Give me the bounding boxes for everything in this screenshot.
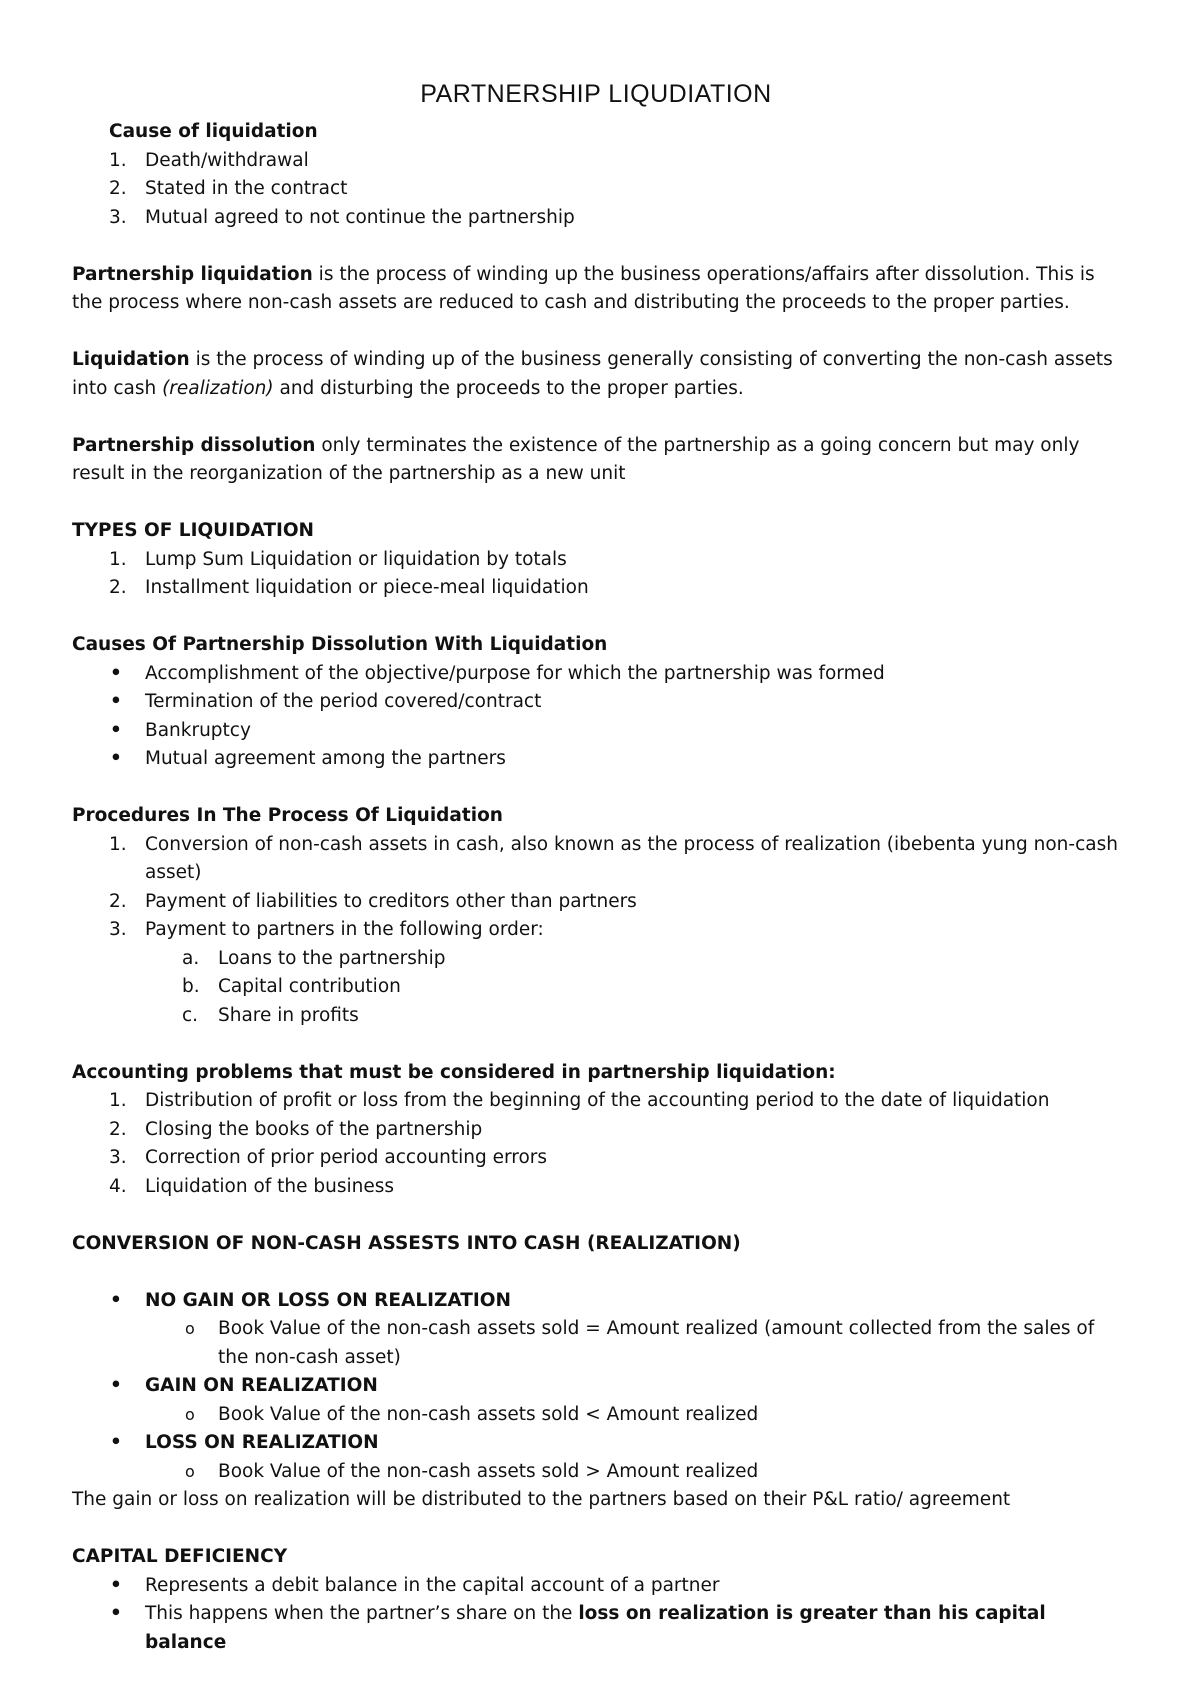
list-number: 3. xyxy=(109,206,127,228)
deficiency-heading: CAPITAL DEFICIENCY xyxy=(72,1546,288,1567)
definition-term: Liquidation xyxy=(72,349,190,370)
list-item xyxy=(72,546,1120,575)
list-item-text: Represents a debit balance in the capital account of a partner xyxy=(145,1574,720,1596)
list-number: 1. xyxy=(109,149,127,171)
liquidation-definition xyxy=(72,346,1120,403)
definition-text: and disturbing the proceeds to the proper parties. xyxy=(273,377,744,399)
circle-bullet-icon: o xyxy=(185,1404,195,1424)
list-item-text: Closing the books of the partnership xyxy=(145,1118,483,1140)
bullet-icon: • xyxy=(110,1603,122,1624)
list-item-label: LOSS ON REALIZATION xyxy=(145,1432,379,1453)
cause-list xyxy=(72,147,1120,233)
list-item xyxy=(72,574,1120,603)
list-item xyxy=(72,1429,1120,1458)
sub-list-item xyxy=(72,1401,1120,1430)
list-item-text: Stated in the contract xyxy=(145,178,348,199)
bullet-icon: • xyxy=(110,1375,122,1396)
list-item xyxy=(72,147,1120,176)
accounting-heading: Accounting problems that must be considered in partnership liquidation: xyxy=(72,1061,836,1083)
accounting-list xyxy=(72,1087,1120,1201)
list-item xyxy=(72,1572,1120,1601)
list-item-text: Payment of liabilities to creditors other than partners xyxy=(145,890,637,912)
list-item-text: Book Value of the non-cash assets sold > Amount realized xyxy=(218,1460,759,1482)
list-item-text: Death/withdrawal xyxy=(145,149,309,171)
list-item-text: Loans to the partnership xyxy=(218,947,446,969)
list-item-text: Accomplishment of the objective/purpose for which the partnership was formed xyxy=(145,662,885,684)
list-item xyxy=(72,1372,1120,1401)
list-item-text: Mutual agreement among the partners xyxy=(145,748,506,769)
types-list xyxy=(72,546,1120,603)
list-item xyxy=(72,175,1120,204)
list-item xyxy=(72,660,1120,689)
list-item-text: Liquidation of the business xyxy=(145,1175,395,1197)
list-item-text: Bankruptcy xyxy=(145,719,251,741)
list-item-text: Conversion of non-cash assets in cash, also known as the process of realization (ibebenta yung non-cash asset) xyxy=(145,833,1118,883)
list-number: 1. xyxy=(109,548,127,570)
definition-italic: (realization) xyxy=(162,377,274,399)
circle-bullet-icon: o xyxy=(185,1319,195,1338)
list-item-label: NO GAIN OR LOSS ON REALIZATION xyxy=(145,1289,512,1311)
causes-dissolution-list xyxy=(72,660,1120,774)
list-item-text: Lump Sum Liquidation or liquidation by totals xyxy=(145,548,567,570)
list-item-text: Correction of prior period accounting errors xyxy=(145,1147,548,1168)
list-number: 1. xyxy=(109,833,127,855)
partnership-liquidation-definition xyxy=(72,261,1120,318)
list-item xyxy=(72,916,1120,945)
sub-list-item xyxy=(72,1458,1120,1487)
list-item-text: Payment to partners in the following order: xyxy=(145,919,544,940)
sub-list-item xyxy=(72,973,1120,1002)
bullet-icon: • xyxy=(110,1574,122,1596)
definition-term: Partnership liquidation xyxy=(72,263,313,285)
list-item xyxy=(72,688,1120,717)
list-number: 4. xyxy=(109,1175,127,1197)
list-item xyxy=(72,204,1120,233)
bullet-icon: • xyxy=(110,748,122,769)
list-item xyxy=(72,1144,1120,1173)
list-item-text: Termination of the period covered/contract xyxy=(145,691,542,712)
list-item xyxy=(72,717,1120,746)
list-item xyxy=(72,1087,1120,1116)
list-letter: c. xyxy=(182,1004,199,1026)
list-item-text: Distribution of profit or loss from the beginning of the accounting period to the date of liquidation xyxy=(145,1090,1050,1111)
partnership-dissolution-definition xyxy=(72,432,1120,489)
sub-list-item xyxy=(72,945,1120,974)
sub-list-item xyxy=(72,1315,1120,1372)
list-item-text: This happens when the partner’s share on the xyxy=(145,1603,579,1624)
conversion-note: The gain or loss on realization will be distributed to the partners based on their P&L ratio/ agreement xyxy=(72,1489,1011,1510)
procedures-list xyxy=(72,831,1120,1031)
circle-bullet-icon: o xyxy=(185,1461,195,1481)
bullet-icon: • xyxy=(110,719,122,741)
definition-term: Partnership dissolution xyxy=(72,434,316,456)
bullet-icon: • xyxy=(110,1289,122,1311)
list-item xyxy=(72,1173,1120,1202)
list-item-text: Installment liquidation or piece-meal liquidation xyxy=(145,577,589,598)
list-item-emphasis: loss on realization is greater than his capital balance xyxy=(145,1603,1046,1653)
definition-text: is the process of winding up the business operations/affairs after dissolution. This is the process where non-cash assets are reduced to cash and distributing the proceeds to the proper parties. xyxy=(72,263,1095,313)
list-item xyxy=(72,1287,1120,1316)
bullet-icon: • xyxy=(110,1432,122,1453)
list-number: 2. xyxy=(109,1118,127,1140)
cause-heading: Cause of liquidation xyxy=(109,121,318,142)
causes-dissolution-heading: Causes Of Partnership Dissolution With Liquidation xyxy=(72,634,608,655)
conversion-heading: CONVERSION OF NON-CASH ASSESTS INTO CASH (REALIZATION) xyxy=(72,1232,741,1254)
list-item xyxy=(72,1600,1120,1657)
list-number: 2. xyxy=(109,890,127,912)
list-item-text: Mutual agreed to not continue the partnership xyxy=(145,206,575,228)
list-item-text: Book Value of the non-cash assets sold = Amount realized (amount collected from the sales of the non-cash asset) xyxy=(218,1318,1095,1368)
list-item xyxy=(72,745,1120,774)
list-item-label: GAIN ON REALIZATION xyxy=(145,1375,378,1396)
definition-text: only terminates the existence of the partnership as a going concern but may only result in the reorganization of the partnership as a new unit xyxy=(72,434,1080,484)
list-item-text: Share in profits xyxy=(218,1004,359,1026)
conversion-list xyxy=(72,1287,1120,1487)
page-title: PARTNERSHIP LIQUDIATION xyxy=(420,80,772,108)
list-number: 3. xyxy=(109,1147,127,1168)
deficiency-list xyxy=(72,1572,1120,1658)
bullet-icon: • xyxy=(110,691,122,712)
list-letter: a. xyxy=(182,947,200,969)
list-letter: b. xyxy=(182,976,200,997)
list-item xyxy=(72,1116,1120,1145)
definition-text: is the process of winding up of the business generally consisting of converting the non-cash assets into cash xyxy=(72,349,1113,399)
list-number: 1. xyxy=(109,1090,127,1111)
list-item-text: Capital contribution xyxy=(218,976,401,997)
sub-list-item xyxy=(72,1002,1120,1031)
list-item xyxy=(72,831,1120,888)
bullet-icon: • xyxy=(110,662,122,684)
procedures-heading: Procedures In The Process Of Liquidation xyxy=(72,805,503,826)
list-number: 2. xyxy=(109,577,127,598)
types-heading: TYPES OF LIQUIDATION xyxy=(72,520,315,541)
list-item-text: Book Value of the non-cash assets sold < Amount realized xyxy=(218,1403,759,1425)
list-number: 3. xyxy=(109,919,127,940)
list-item xyxy=(72,888,1120,917)
list-number: 2. xyxy=(109,178,127,199)
